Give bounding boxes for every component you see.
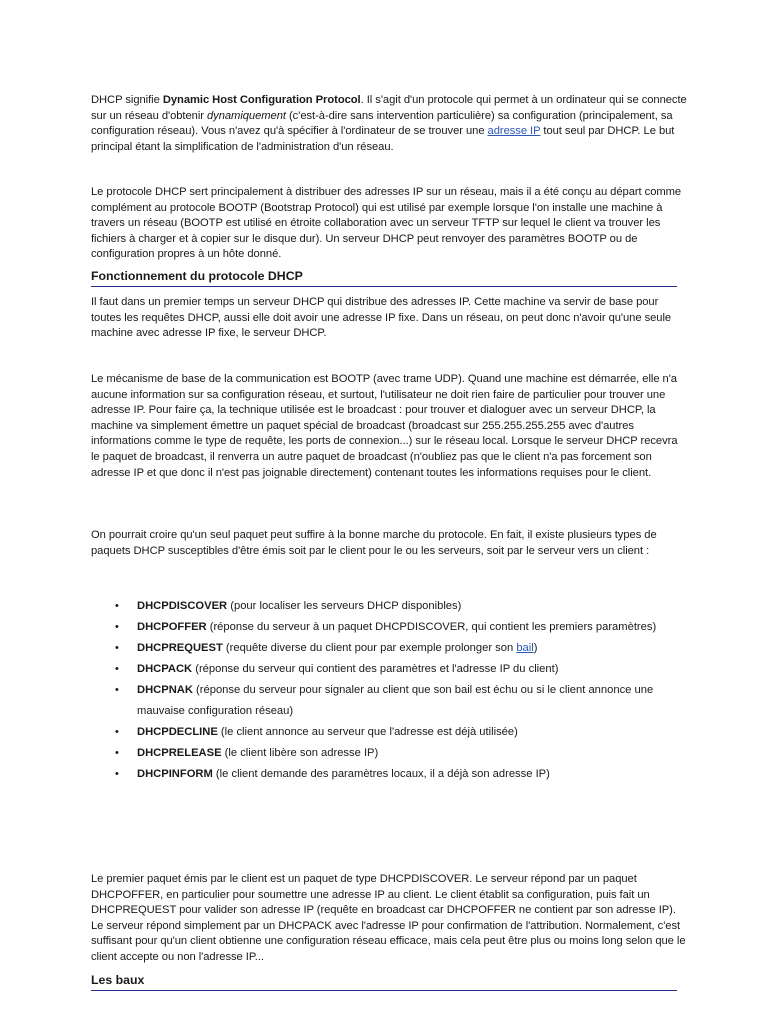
packet-desc: (le client annonce au serveur que l'adresse est déjà utilisée) [217,726,518,738]
bullet-icon: • [115,663,119,675]
packet-desc: (requête diverse du client pour par exemple prolonger son [222,642,517,654]
intro-paragraph-2: Le protocole DHCP sert principalement à distribuer des adresses IP sur un réseau, mais il a été conçu au départ comme complément au protocole BOOTP (Bootstrap Protocol) qui est utilisé par exemple lorsque l'on installe une machine à travers un réseau (BOOTP est utilisé en étroite collaboration avec un serveur TFTP sur lequel le client va trouver les fichiers à charger et à copier sur le disque dur). Un serveur DHCP peut renvoyer des paramètres BOOTP ou de configuration propres à un hôte donné. [91,186,682,261]
bullet-icon: • [115,684,119,696]
packet-term: DHCPDISCOVER [137,600,228,612]
list-item-dhcpdecline [113,722,693,743]
list-item-dhcpoffer [113,617,693,638]
packet-desc: (le client demande des paramètres locaux, il a déjà son adresse IP) [212,768,550,780]
list-item-dhcpinform [113,764,693,785]
text-run: tout seul par DHCP. Le but principal étant la simplification de l'administration d'un réseau. [91,125,675,153]
text-run: . Il s'agit d'un protocole qui permet à un ordinateur qui se connecte sur un réseau d'obtenir [91,94,687,122]
list-item-dhcpack [113,659,693,680]
section-heading-fonctionnement: Fonctionnement du protocole DHCP [91,269,677,287]
bullet-icon: • [115,621,119,633]
bullet-icon: • [115,726,119,738]
packet-desc-end: ) [533,642,538,654]
dhcp-packet-types-list [113,596,693,785]
text-run: (c'est-à-dire sans intervention particulière) sa configuration (principalement, sa configuration réseau). Vous n'avez qu'à spécifier à l'ordinateur de se trouver une [91,109,673,138]
packet-term: DHCPACK [137,663,193,675]
dhcp-expansion: Dynamic Host Configuration Protocol [162,94,361,106]
bullet-icon: • [115,642,119,654]
italic-term: dynamiquement [207,109,286,122]
packet-desc: (réponse du serveur qui contient des paramètres et l'adresse IP du client) [192,663,559,675]
bullet-icon: • [115,768,119,780]
packet-desc: (le client libère son adresse IP) [221,747,379,759]
section-heading-les-baux: Les baux [91,973,677,991]
packet-term: DHCPREQUEST [137,642,223,654]
list-item-dhcprelease [113,743,693,764]
list-item-dhcpnak [113,680,693,722]
fonctionnement-paragraph-3: On pourrait croire qu'un seul paquet peut suffire à la bonne marche du protocole. En fait, il existe plusieurs types de paquets DHCP susceptibles d'être émis soit par le client pour le ou les serveurs, soit par le serveur vers un client : [91,529,657,557]
bullet-icon: • [115,600,119,612]
bail-link[interactable]: bail [516,642,534,654]
packet-desc: (pour localiser les serveurs DHCP disponibles) [227,600,462,612]
packet-term: DHCPNAK [137,684,193,696]
fonctionnement-paragraph-1: Il faut dans un premier temps un serveur DHCP qui distribue des adresses IP. Cette machine va servir de base pour toutes les requêtes DHCP, aussi elle doit avoir une adresse IP fixe. Dans un réseau, on peut donc n'avoir qu'une seule machine avec adresse IP fixe, le serveur DHCP. [91,296,672,340]
list-item-dhcpdiscover [113,596,693,617]
packet-term: DHCPOFFER [137,621,207,633]
adresse-ip-link[interactable]: adresse IP [487,125,541,138]
fonctionnement-paragraph-4: Le premier paquet émis par le client est un paquet de type DHCPDISCOVER. Le serveur répond par un paquet DHCPOFFER, en particulier pour soumettre une adresse IP au client. Le client établit sa configuration, puis fait un DHCPREQUEST pour valider son adresse IP (requête en broadcast car DHCPOFFER ne contient par son adresse IP). Le serveur répond simplement par un DHCPACK avec l'adresse IP pour confirmation de l'attribution. Normalement, c'est suffisant pour qu'un client obtienne une configuration réseau efficace, mais cela peut être plus ou moins long selon que le client accepte ou non l'adresse IP... [91,873,686,963]
text-run: DHCP signifie [91,94,163,106]
packet-term: DHCPRELEASE [137,747,222,759]
bullet-icon: • [115,747,119,759]
packet-desc: (réponse du serveur à un paquet DHCPDISCOVER, qui contient les premiers paramètres) [206,621,657,633]
list-item-dhcprequest [113,638,693,659]
packet-term: DHCPINFORM [137,768,213,780]
packet-desc: (réponse du serveur pour signaler au client que son bail est échu ou si le client annonce une mauvaise configuration réseau) [137,684,654,717]
packet-term: DHCPDECLINE [137,726,218,738]
fonctionnement-paragraph-2: Le mécanisme de base de la communication est BOOTP (avec trame UDP). Quand une machine est démarrée, elle n'a aucune information sur sa configuration réseau, et surtout, l'utilisateur ne doit rien faire de particulier pour trouver une adresse IP. Pour faire ça, la technique utilisée est le broadcast : pour trouver et dialoguer avec un serveur DHCP, la machine va simplement émettre un paquet spécial de broadcast (broadcast sur 255.255.255.255 avec d'autres informations comme le type de requête, les ports de connexion...) sur le réseau local. Lorsque le serveur DHCP recevra le paquet de broadcast, il renverra un autre paquet de broadcast (n'oubliez pas que le client n'a pas forcement son adresse IP et que donc il n'est pas joignable directement) contenant toutes les informations requises pour le client. [91,373,678,479]
intro-paragraph-1 [91,93,687,155]
